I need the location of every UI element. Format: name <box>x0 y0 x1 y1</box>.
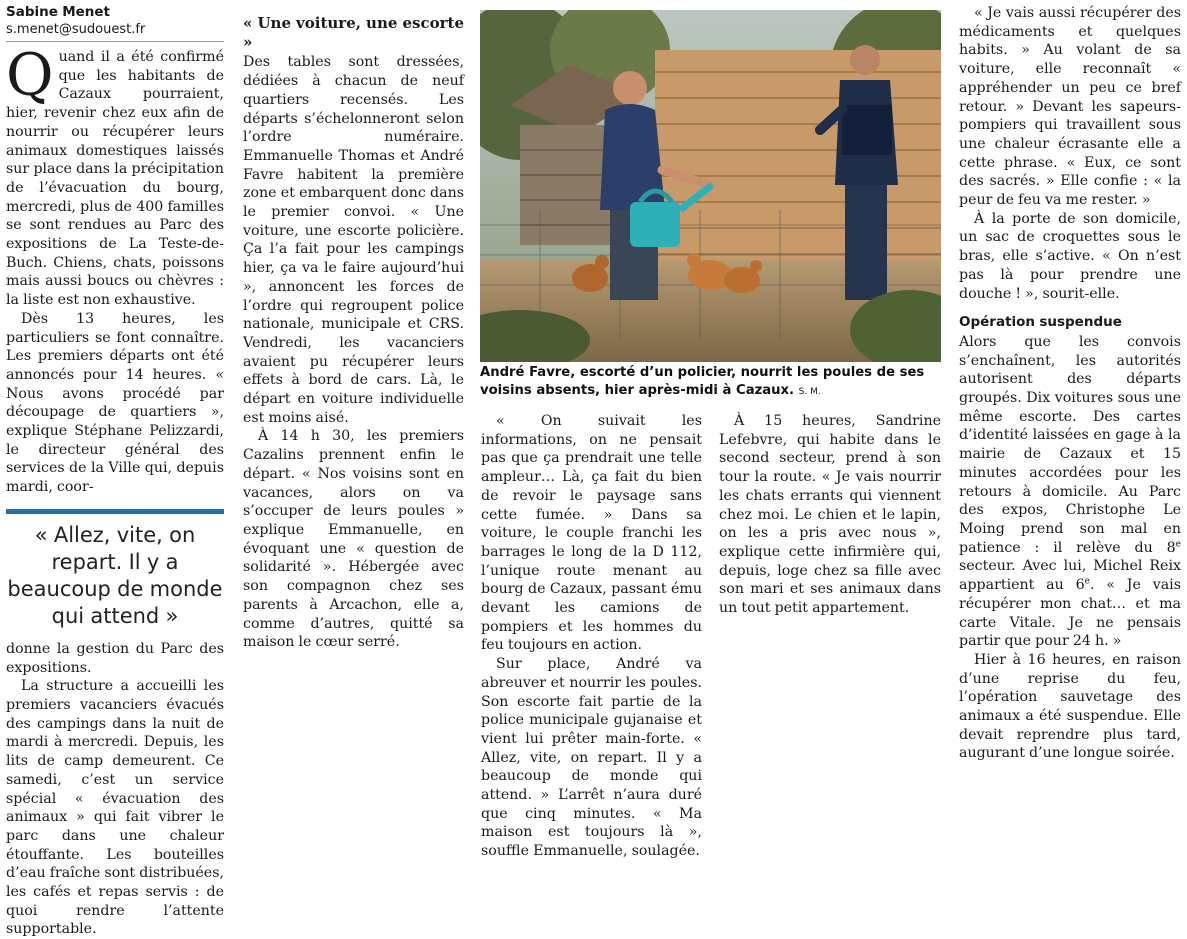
author-email[interactable]: s.menet@sudouest.fr <box>6 21 224 42</box>
paragraph: Hier à 16 heures, en raison d’une reprise du feu, l’opération sauvetage des animaux a été suspendue. Elle devait reprendre plus tard, augurant d’une longue soirée. <box>959 651 1181 762</box>
drop-cap: Q <box>6 41 54 109</box>
paragraph: Sur place, André va abreuver et nourrir les poules. Son escorte fait partie de la police municipale gujanaise et vient lui prêter main-forte. « Allez, vite, on repart. Il y a beaucoup de monde qui attend. » L’arrêt n’aura duré que cinq minutes. « Ma maison est toujours là », souffle Emmanuelle, soulagée. <box>481 656 702 860</box>
column-2 <box>243 4 464 652</box>
paragraph: Dès 13 heures, les particuliers se font connaître. Les premiers départs ont été annoncés pour 14 heures. « Nous avons procédé par découpage de quartiers », explique Stéphane Pelizzardi, le directeur général des services de la Ville qui, depuis mardi, coor- <box>6 310 224 496</box>
paragraph: À 14 h 30, les premiers Cazalins prennent enfin le départ. « Nos voisins sont en vacances, alors on va s’occuper de leurs poules » explique Emmanuelle, en évoquant une « question de solidarité ». Hébergée avec son compagnon chez ses parents à Arcachon, elle a, comme d’autres, quitté sa maison le cœur serré. <box>243 428 464 651</box>
column-5 <box>959 4 1181 763</box>
paragraph: « Je vais aussi récupérer des médicaments et quelques habits. » Au volant de sa voiture, elle reconnaît « appréhender un peu ce bref retour. » Devant les sapeurs-pompiers qui travaillent sous une chaleur écrasante elle a cette phrase. « Eux, ce sont des sacrés. » Elle confie : « la peur de feu va me rester. » <box>959 5 1181 209</box>
paragraph: Des tables sont dressées, dédiées à chacun de neuf quartiers recensés. Les départs s’échelonneront selon l’ordre numéraire. Emmanuelle Thomas et André Favre habitent la première zone et embarquent donc dans le premier convoi. « Une voiture, une escorte policière. Ça l’a fait pour les campings hier, ça va le faire aujourd’hui », annoncent les forces de l’ordre qui regroupent police nationale, municipale et CRS. Vendredi, les vacanciers avaient pu récupérer leurs effets à bord de cars. Là, le départ en voiture individuelle est moins aisé. <box>243 54 464 426</box>
paragraph: La structure a accueilli les premiers vacanciers évacués des campings dans la nuit de mardi à mercredi. Depuis, les lits de camp demeurent. Ce samedi, c’est un service spécial « évacuation des animaux » qui fait vibrer le parc dans une chaleur étouffante. Les bouteilles d’eau fraîche sont distribuées, les cafés et repas servis : de quoi rendre l’attente supportable. <box>6 678 224 938</box>
column-1 <box>6 4 224 939</box>
paragraph: À 15 heures, Sandrine Lefebvre, qui habite dans le second secteur, prend à son tour la route. « Je vais nourrir les chats errants qui viennent chez moi. Le chien et le lapin, on les a pris avec nous », explique cette infirmière qui, depuis, loge chez sa fille avec son mari et ses animaux dans un tout petit appartement. <box>719 413 941 617</box>
paragraph: À la porte de son domicile, un sac de croquettes sous le bras, elle s’active. « On n’est pas là pour prendre une douche ! », sourit-elle. <box>959 210 1181 302</box>
photo-illustration <box>480 10 941 362</box>
column-4 <box>719 412 941 618</box>
paragraph: « On suivait les informations, on ne pensait pas que ça prendrait une telle ampleur… Là, ça fait du bien de revoir le paysage sans cette fumée. » Dans sa voiture, le couple franchi les barrages le long de la D 112, l’unique route menant au bourg de Cazaux, passant ému devant les camions de pompiers et les hommes du feu toujours en action. <box>481 413 702 654</box>
paragraph: Alors que les convois s’enchaînent, les autorités autorisent des départs groupés. Dix voitures sous une même escorte. Des cartes d’identité laissées en gage à la mairie de Cazaux et 15 minutes accordées pour les retours à domicile. Au Parc des expos, Christophe Le Moing prend son mal en patience : il relève du 8e secteur. Avec lui, Michel Reix appartient au 6e. « Je vais récupérer mon chat… et ma carte Vitale. Je ne pensais partir que pour 24 h. » <box>959 333 1181 650</box>
photo-caption: André Favre, escorté d’un policier, nourrit les poules de ses voisins absents, hier après-midi à Cazaux. S. M. <box>480 365 925 398</box>
article-photo <box>480 10 941 362</box>
column-3 <box>481 412 702 861</box>
subheading-operation: Opération suspendue <box>959 314 1122 331</box>
paragraph: donne la gestion du Parc des expositions. <box>6 640 224 676</box>
lead-paragraph: Quand il a été confirmé que les habitants de Cazaux pourraient, hier, revenir chez eux afin de nourrir ou récupérer leurs animaux domestiques laissés sur place dans la précipitation de l’évacuation du bourg, mercredi, plus de 400 familles se sont rendues au Parc des expositions de La Teste-de-Buch. Chiens, chats, poissons mais aussi boucs ou chèvres : la liste est non exhaustive. <box>6 41 224 309</box>
subheading-escort: « Une voiture, une escorte » <box>243 14 464 51</box>
pull-quote: « Allez, vite, on repart. Il y a beaucoup de monde qui attend » <box>6 509 224 630</box>
author-name: Sabine Menet <box>6 4 111 20</box>
photo-credit: S. M. <box>798 386 821 397</box>
